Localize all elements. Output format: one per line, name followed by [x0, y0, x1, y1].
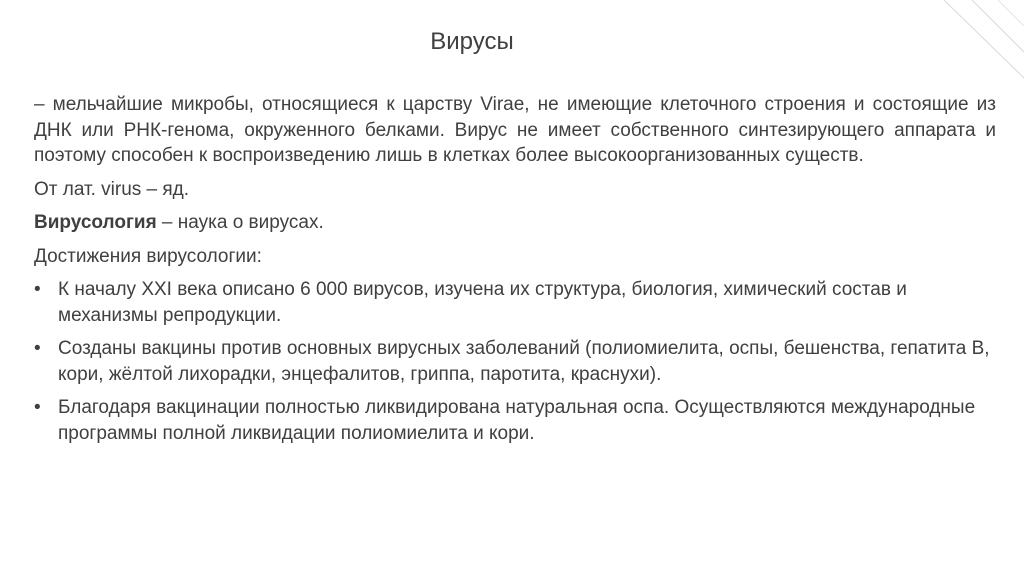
achievement-item	[34, 395, 996, 446]
achievement-text: Благодаря вакцинации полностью ликвидирована натуральная оспа. Осуществляются международные программы полной ликвидации полиомиелита и кори.	[58, 397, 976, 444]
virology-term: Вирусология	[34, 212, 157, 233]
slide-body	[34, 92, 996, 454]
bullet-icon: •	[34, 279, 41, 300]
slide-title: Вирусы	[430, 28, 514, 55]
achievement-item	[34, 336, 996, 387]
achievement-text: Созданы вакцины против основных вирусных заболеваний (полиомиелита, оспы, бешенства, гепатита В, кори, жёлтой лихорадки, энцефалитов, гриппа, паротита, краснухи).	[58, 338, 990, 385]
achievements-list	[34, 277, 996, 446]
etymology-paragraph: От лат. virus – яд.	[34, 178, 190, 200]
definition-paragraph: – мельчайшие микробы, относящиеся к царству Virae, не имеющие клеточного строения и состоящие из ДНК или РНК-генома, окруженного белками. Вирус не имеет собственного синтезирующего аппарата и поэтому способен к воспроизведению лишь в клетках более высокоорганизованных существ.	[34, 94, 996, 166]
achievements-heading: Достижения вирусологии:	[34, 245, 262, 267]
bullet-icon: •	[34, 397, 41, 418]
bullet-icon: •	[34, 338, 41, 359]
achievement-text: К началу XXI века описано 6 000 вирусов, изучена их структура, биология, химический состав и механизмы репродукции.	[58, 279, 907, 326]
virology-definition: – наука о вирусах.	[156, 212, 324, 233]
virology-paragraph	[34, 210, 996, 236]
achievement-item	[34, 277, 996, 328]
